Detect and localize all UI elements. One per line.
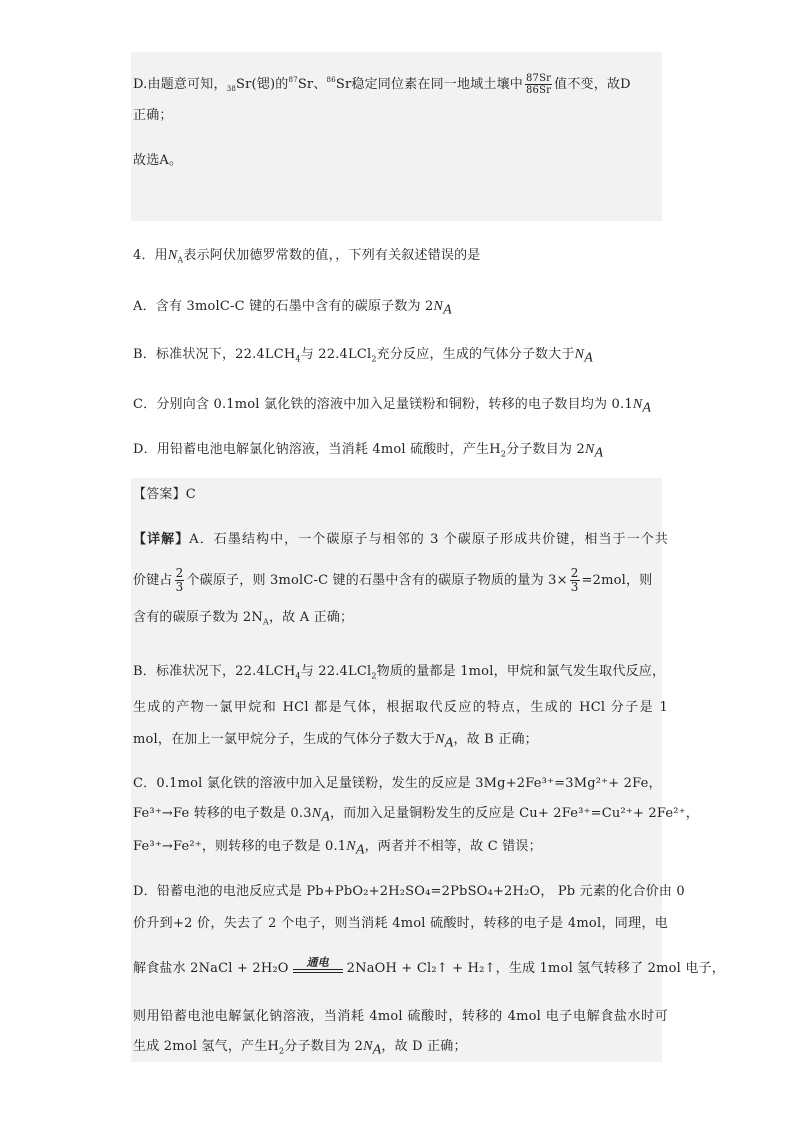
text: 与 22.4L xyxy=(300,347,357,362)
detail-b-line-2: 生成的产物一氯甲烷和 HCl 都是气体，根据取代反应的特点，生成的 HCl 分子是 1 xyxy=(133,700,668,715)
text: (锶)的 xyxy=(251,77,289,92)
text: 2NaOH + Cl₂↑ + H₂↑，生成 1mol 氢气转移了 2mol 电子， xyxy=(346,961,725,976)
na-symbol: N xyxy=(346,839,356,854)
text: 充分反应，生成的气体分子数大于 xyxy=(376,347,575,362)
text: ，故 D 正确； xyxy=(381,1039,467,1054)
na-symbol: N xyxy=(167,248,178,263)
formula: CH xyxy=(273,664,296,679)
subscript: 2 xyxy=(371,671,377,681)
fraction xyxy=(570,567,580,594)
text: ，两者并不相等，故 C 错误； xyxy=(364,839,542,854)
na-symbol: N xyxy=(584,442,595,457)
subscript: A xyxy=(355,842,365,858)
condition-label: 通电 xyxy=(306,955,329,969)
text: 值不变，故D xyxy=(554,77,631,92)
detail-c-line-1: C．0.1mol 氯化铁的溶液中加入足量镁粉，发生的反应是 3Mg+2Fe³⁺=3Mg²⁺+ 2Fe， xyxy=(133,776,662,791)
subscript: A xyxy=(372,1042,382,1058)
formula: Cl xyxy=(356,664,372,679)
text: 价键占 xyxy=(133,573,173,588)
isotope-ratio-fraction xyxy=(525,73,552,96)
formula: CH xyxy=(273,347,296,362)
text: 含有的碳原子数为 2N xyxy=(133,610,263,625)
text: 分子数目为 2 xyxy=(506,442,585,457)
element-symbol: Sr xyxy=(297,77,314,92)
text: =2mol，则 xyxy=(581,573,653,588)
text: D．用铅蓄电池电解氯化钠溶液，当消耗 4mol 硫酸时，产生 xyxy=(133,442,490,457)
text: 物质的量都是 1mol，甲烷和氯气发生取代反应， xyxy=(376,664,666,679)
subscript: 2 xyxy=(500,449,507,459)
text: D.由题意可知， xyxy=(133,77,227,92)
na-symbol: N xyxy=(363,1039,373,1054)
option-c xyxy=(133,396,651,418)
formula: Cl xyxy=(356,347,372,362)
fraction xyxy=(175,567,185,594)
subscript: A xyxy=(321,809,331,825)
subscript: 4 xyxy=(295,671,301,681)
mass-number: 87 xyxy=(288,76,298,84)
detail-d-line-3 xyxy=(133,955,725,978)
element-symbol: Sr xyxy=(236,77,252,92)
detail-b-line-1 xyxy=(133,663,665,686)
arrow-bar xyxy=(293,972,343,973)
detail-a-line-3 xyxy=(133,609,353,632)
answer-label: 【答案】C xyxy=(133,487,196,502)
text: 生成 2mol 氢气，产生 xyxy=(133,1039,268,1054)
fraction-numerator: 2 xyxy=(570,566,579,580)
text: 表示阿伏加德罗常数的值，，下列有关叙述错误的是 xyxy=(183,248,481,263)
detail-c-line-2 xyxy=(133,805,699,827)
text: ，故 A 正确； xyxy=(268,610,354,625)
subscript: A xyxy=(177,255,184,265)
text: B．标准状况下，22.4L xyxy=(133,347,274,362)
na-symbol: N xyxy=(632,397,643,412)
top-line-1 xyxy=(133,71,631,98)
fraction-numerator: 87Sr xyxy=(526,73,552,84)
text: Fe³⁺→Fe 转移的电子数是 0.3 xyxy=(133,806,312,821)
text: A．含有 3molC-C 键的石墨中含有的碳原子数为 2 xyxy=(133,299,434,314)
text: ，故 B 正确； xyxy=(453,732,538,747)
subscript: A xyxy=(594,445,604,461)
text: C．分别向含 0.1mol 氯化铁的溶液中加入足量镁粉和铜粉，转移的电子数目均为 0.1 xyxy=(133,397,633,412)
detail-b-line-3 xyxy=(133,731,538,753)
fraction-denominator: 3 xyxy=(570,580,579,594)
subscript: 4 xyxy=(295,354,301,364)
detail-d-line-1: D．铅蓄电池的电池反应式是 Pb+PbO₂+2H₂SO₄=2PbSO₄+2H₂O， Pb 元素的化合价由 0 xyxy=(133,884,685,899)
text: 个碳原子，则 3molC-C 键的石墨中含有的碳原子物质的量为 3× xyxy=(186,573,568,588)
text: 与 22.4L xyxy=(300,664,357,679)
text: 、 xyxy=(313,77,327,92)
text: 稳定同位素在同一地域土壤中 xyxy=(351,77,523,92)
subscript: A xyxy=(444,735,454,751)
na-symbol: N xyxy=(311,806,322,821)
question-stem xyxy=(133,247,481,270)
text: 分子数目为 2 xyxy=(284,1039,364,1054)
text: A．石墨结构中，一个碳原子与相邻的 3 个碳原子形成共价键，相当于一个共 xyxy=(189,532,668,547)
subscript: A xyxy=(443,302,452,318)
mass-number: 86 xyxy=(326,76,336,84)
fraction-denominator: 3 xyxy=(175,580,184,594)
detail-d-line-2: 价升到+2 价，失去了 2 个电子，则当消耗 4mol 硫酸时，转移的电子是 4mol，同理，电 xyxy=(133,916,668,931)
electrolysis-arrow xyxy=(293,955,343,977)
atomic-number: 38 xyxy=(226,85,237,93)
detail-a-line-2 xyxy=(133,567,652,594)
text: 4．用 xyxy=(133,248,168,263)
subscript: A xyxy=(584,350,593,366)
subscript: A xyxy=(642,400,652,416)
detail-a-line-1 xyxy=(133,531,668,549)
subscript: 2 xyxy=(279,1046,285,1056)
subscript: A xyxy=(262,617,269,627)
element-symbol: Sr xyxy=(335,77,352,92)
text: 解食盐水 2NaCl + 2H₂O xyxy=(133,961,289,976)
detail-c-line-3 xyxy=(133,838,542,860)
detail-label: 【详解】 xyxy=(133,532,190,547)
subscript: 2 xyxy=(371,354,377,364)
text: mol，在加上一氯甲烷分子，生成的气体分子数大于 xyxy=(133,732,436,747)
formula: H xyxy=(267,1039,279,1054)
option-a xyxy=(133,298,452,320)
na-symbol: N xyxy=(433,299,444,314)
text: ，而加入足量铜粉发生的反应是 Cu+ 2Fe³⁺=Cu²⁺+ 2Fe²⁺， xyxy=(330,806,699,821)
na-symbol: N xyxy=(574,347,585,362)
fraction-numerator: 2 xyxy=(175,566,184,580)
detail-d-line-5 xyxy=(133,1038,467,1061)
option-b xyxy=(133,346,593,369)
detail-d-line-4: 则用铅蓄电池电解氯化钠溶液，当消耗 4mol 硫酸时，转移的 4mol 电子电解食盐水时可 xyxy=(133,1009,668,1024)
fraction-denominator: 86Sr xyxy=(526,85,552,96)
text: B．标准状况下，22.4L xyxy=(133,664,274,679)
top-line-3: 故选A。 xyxy=(133,153,183,168)
arrow-bar xyxy=(293,969,343,970)
formula: H xyxy=(489,442,501,457)
na-symbol: N xyxy=(435,732,445,747)
option-d xyxy=(133,441,603,464)
text: Fe³⁺→Fe²⁺，则转移的电子数是 0.1 xyxy=(133,839,347,854)
top-line-2: 正确； xyxy=(133,108,173,123)
